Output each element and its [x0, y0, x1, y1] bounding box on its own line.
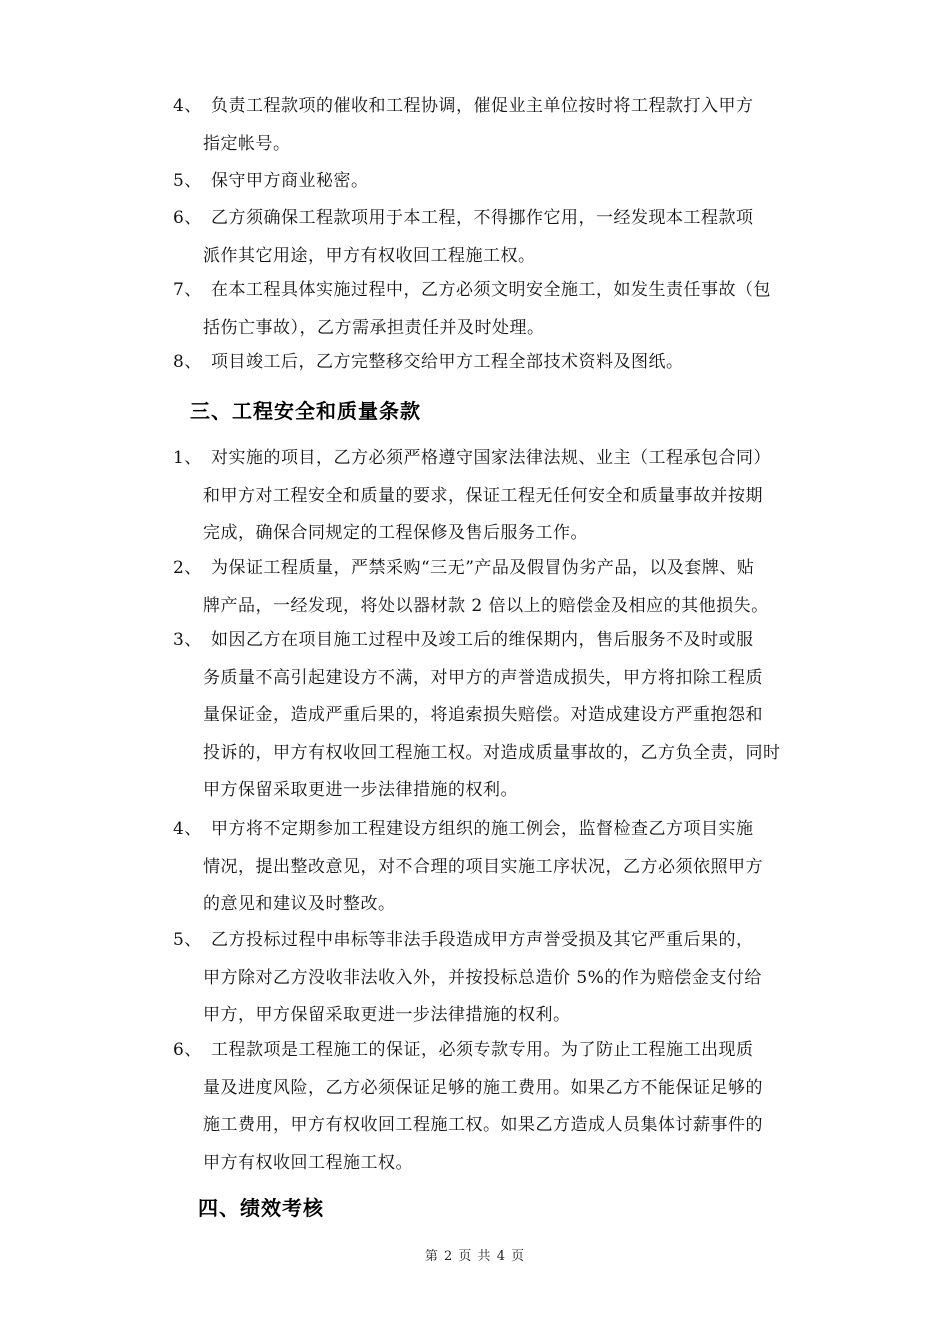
list-item-s3-1 — [173, 440, 813, 553]
item-text-line: 乙方须确保工程款项用于本工程，不得挪作它用，一经发现本工程款项 — [211, 208, 754, 228]
item-text-line: 甲方除对乙方没收非法收入外，并按投标总造价 5%的作为赔偿金支付给 — [203, 967, 762, 988]
list-item-s3-2 — [173, 550, 813, 625]
page-number-footer: 第 2 页 共 4 页 — [424, 1249, 526, 1264]
item-text-line: 为保证工程质量，严禁采购“三无”产品及假冒伪劣产品，以及套牌、贴 — [211, 558, 755, 578]
item-text-line: 乙方投标过程中串标等非法手段造成甲方声誉受损及其它严重后果的， — [211, 930, 754, 950]
item-text-line: 情况，提出整改意见，对不合理的项目实施工序状况，乙方必须依照甲方 — [203, 856, 763, 877]
item-text-line: 括伤亡事故），乙方需承担责任并及时处理。 — [203, 317, 545, 338]
item-text-line: 投诉的，甲方有权收回工程施工权。对造成质量事故的，乙方负全责，同时 — [203, 742, 781, 763]
item-number: 5、 — [173, 171, 202, 191]
item-number: 6、 — [173, 208, 202, 228]
list-item-s2-5 — [173, 163, 813, 201]
item-text-line: 量及进度风险，乙方必须保证足够的施工费用。如果乙方不能保证足够的 — [203, 1077, 763, 1098]
section-heading-3: 三、工程安全和质量条款 — [190, 399, 421, 423]
item-number: 5、 — [173, 930, 202, 950]
item-text-line: 量保证金，造成严重后果的，将追索损失赔偿。对造成建设方严重抱怨和 — [203, 705, 763, 725]
item-text-line: 项目竣工后，乙方完整移交给甲方工程全部技术资料及图纸。 — [211, 352, 684, 372]
item-text-line: 和甲方对工程安全和质量的要求，保证工程无任何安全和质量事故并按期 — [203, 485, 763, 506]
item-text-line: 的意见和建议及时整改。 — [203, 894, 396, 914]
item-number: 2、 — [173, 558, 202, 578]
item-text-line: 工程款项是工程施工的保证，必须专款专用。为了防止工程施工出现质 — [211, 1040, 754, 1060]
item-text-line: 甲方保留采取更进一步法律措施的权利。 — [203, 780, 518, 800]
item-text-line: 施工费用，甲方有权收回工程施工权。如果乙方造成人员集体讨薪事件的 — [203, 1115, 763, 1135]
item-number: 1、 — [173, 448, 202, 468]
list-item-s2-7 — [173, 272, 813, 347]
item-number: 7、 — [173, 280, 202, 300]
list-item-s3-4 — [173, 811, 813, 924]
item-text-line: 在本工程具体实施过程中，乙方必须文明安全施工，如发生责任事故（包 — [211, 280, 771, 300]
item-number: 4、 — [173, 96, 202, 116]
item-text-line: 甲方，甲方保留采取更进一步法律措施的权利。 — [203, 1005, 571, 1025]
list-item-s3-6 — [173, 1032, 813, 1182]
item-text-line: 派作其它用途，甲方有权收回工程施工权。 — [203, 245, 536, 266]
list-item-s2-8 — [173, 344, 813, 382]
list-item-s3-5 — [173, 922, 813, 1035]
item-number: 4、 — [173, 819, 202, 839]
item-text-line: 甲方将不定期参加工程建设方组织的施工例会，监督检查乙方项目实施 — [211, 819, 754, 839]
item-text-line: 如因乙方在项目施工过程中及竣工后的维保期内，售后服务不及时或服 — [211, 630, 754, 650]
item-text-line: 甲方有权收回工程施工权。 — [203, 1152, 413, 1173]
list-item-s2-6 — [173, 200, 813, 275]
item-text-line: 负责工程款项的催收和工程协调，催促业主单位按时将工程款打入甲方 — [211, 96, 754, 116]
item-text-line: 牌产品，一经发现，将处以器材款 2 倍以上的赔偿金及相应的其他损失。 — [203, 595, 769, 616]
item-text-line: 对实施的项目，乙方必须严格遵守国家法律法规、业主（工程承包合同） — [211, 448, 771, 468]
item-number: 3、 — [173, 630, 202, 650]
item-text-line: 指定帐号。 — [203, 133, 291, 154]
item-number: 6、 — [173, 1040, 202, 1060]
list-item-s2-4 — [173, 88, 813, 163]
item-text-line: 保守甲方商业秘密。 — [211, 171, 369, 191]
item-text-line: 务质量不高引起建设方不满，对甲方的声誉造成损失，甲方将扣除工程质 — [203, 667, 763, 688]
item-number: 8、 — [173, 352, 202, 372]
section-heading-4: 四、绩效考核 — [198, 1196, 324, 1220]
item-text-line: 完成，确保合同规定的工程保修及售后服务工作。 — [203, 523, 588, 543]
list-item-s3-3 — [173, 622, 813, 810]
